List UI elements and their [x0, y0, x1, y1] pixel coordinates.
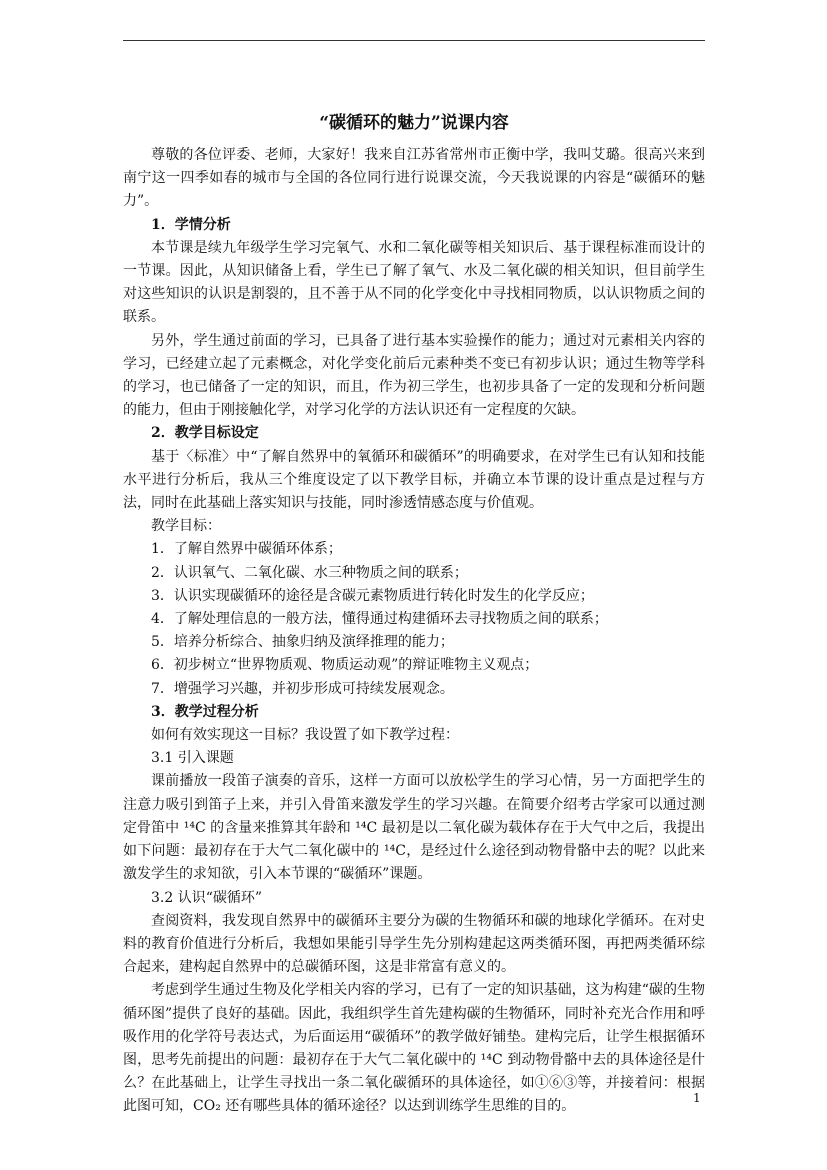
paragraph: 如何有效实现这一目标？我设置了如下教学过程：: [151, 727, 459, 744]
header-rule: [123, 40, 705, 41]
paragraph: 教学目标：: [151, 518, 221, 535]
paragraph: 2．认识氧气、二氧化碳、水三种物质之间的联系；: [151, 564, 468, 581]
paragraph: 3.2 认识“碳循环”: [151, 889, 263, 906]
paragraph: 5．培养分析综合、抽象归纳及演绎推理的能力；: [151, 634, 454, 651]
paragraph: 本节课是续九年级学生学习完氧气、水和二氧化碳等相关知识后、基于课程标准而设计的一节课。因此，从知识储备上看，学生已了解了氧气、水及二氧化碳的相关知识，但目前学生对这些知识的认识是割裂的，且不善于从不同的化学变化中寻找相同物质，以认识物质之间的联系。: [123, 239, 705, 326]
paragraph: 6．初步树立“世界物质观、物质运动观”的辩证唯物主义观点；: [151, 657, 539, 674]
paragraph: 1．了解自然界中碳循环体系；: [151, 541, 342, 558]
section-heading: 1．学情分析: [151, 216, 231, 233]
document-body: [123, 144, 705, 1119]
paragraph: 4．了解处理信息的一般方法，懂得通过构建循环去寻找物质之间的联系；: [151, 611, 608, 628]
paragraph: 基于〈标准〉中“了解自然界中的氧循环和碳循环”的明确要求，在对学生已有认知和技能水平进行分析后，我从三个维度设定了以下教学目标，并确立本节课的设计重点是过程与方法，同时在此基础上落实知识与技能，同时渗透情感态度与价值观。: [123, 448, 705, 512]
paragraph: 7．增强学习兴趣，并初步形成可持续发展观念。: [151, 680, 454, 697]
section-heading: 2．教学目标设定: [151, 425, 259, 442]
paragraph: 3．认识实现碳循环的途径是含碳元素物质进行转化时发生的化学反应；: [151, 587, 594, 604]
paragraph: 3.1 引入课题: [151, 750, 234, 767]
page-title: “碳循环的魅力”说课内容: [319, 113, 509, 133]
paragraph: 查阅资料，我发现自然界中的碳循环主要分为碳的生物循环和碳的地球化学循环。在对史料的教育价值进行分析后，我想如果能引导学生先分别构建起这两类循环图，再把两类循环综合起来，建构起自然界中的总碳循环图，这是非常富有意义的。: [123, 912, 705, 976]
section-heading: 3．教学过程分析: [151, 703, 259, 720]
paragraph: 尊敬的各位评委、老师，大家好！我来自江苏省常州市正衡中学，我叫艾璐。很高兴来到南宁这一四季如春的城市与全国的各位同行进行说课交流，今天我说课的内容是“碳循环的魅力”。: [123, 147, 705, 210]
page-number: 1: [693, 1091, 701, 1105]
paragraph: 另外，学生通过前面的学习，已具备了进行基本实验操作的能力；通过对元素相关内容的学习，已经建立起了元素概念，对化学变化前后元素种类不变已有初步认识；通过生物等学科的学习，也已储备了一定的知识，而且，作为初三学生，也初步具备了一定的发现和分析问题的能力，但由于刚接触化学，对学习化学的方法认识还有一定程度的欠缺。: [123, 332, 705, 419]
paragraph: 考虑到学生通过生物及化学相关内容的学习，已有了一定的知识基础，这为构建“碳的生物循环图”提供了良好的基础。因此，我组织学生首先建构碳的生物循环，同时补充光合作用和呼吸作用的化学符号表达式，为后面运用“碳循环”的教学做好铺垫。建构完后，让学生根据循环图，思考先前提出的问题：最初存在于大气二氧化碳中的 ¹⁴C 到动物骨骼中去的具体途径是什么？在此基础上，让学生寻找出一条二氧化碳循环的具体途径，如①⑥③等，并接着问：根据此图可知，CO₂ 还有哪些具体的循环途径？以达到训练学生思维的目的。: [123, 982, 705, 1115]
paragraph: 课前播放一段笛子演奏的音乐，这样一方面可以放松学生的学习心情，另一方面把学生的注意力吸引到笛子上来，并引入骨笛来激发学生的学习兴趣。在简要介绍考古学家可以通过测定骨笛中 ¹⁴C 的含量来推算其年龄和 ¹⁴C 最初是以二氧化碳为载体存在于大气中之后，我提出如下问题：最初存在于大气二氧化碳中的 ¹⁴C，是经过什么途径到动物骨骼中去的呢？以此来激发学生的求知欲，引入本节课的“碳循环”课题。: [123, 773, 705, 883]
